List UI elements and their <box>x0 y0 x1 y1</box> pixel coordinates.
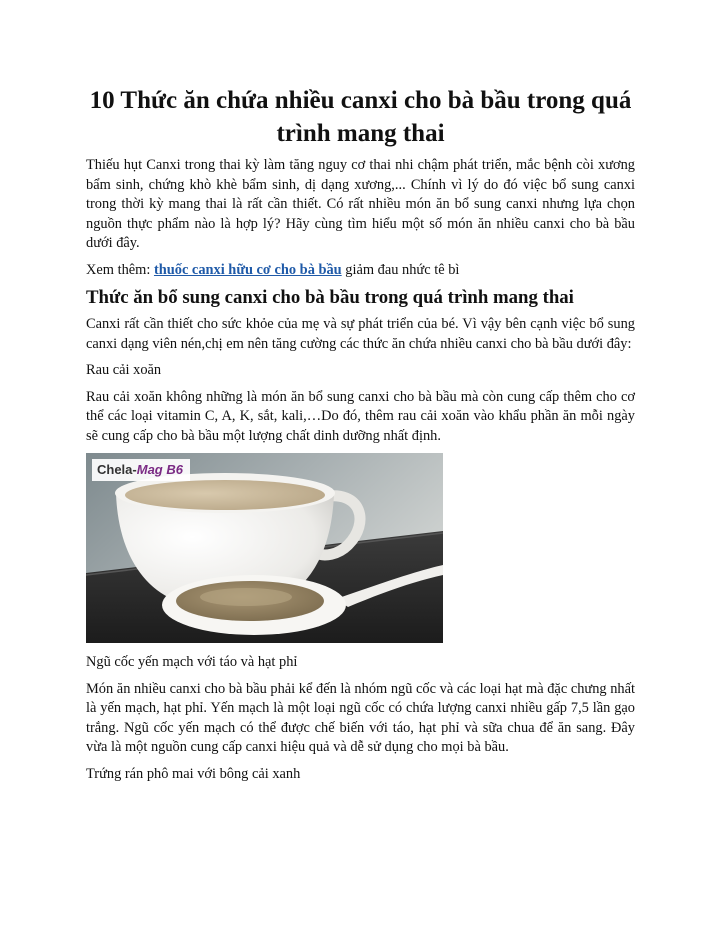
article-photo <box>86 453 443 643</box>
section-heading: Thức ăn bổ sung canxi cho bà bầu trong quá trình mang thai <box>86 287 574 308</box>
section-intro-paragraph: Canxi rất cần thiết cho sức khỏe của mẹ và sự phát triển của bé. Vì vậy bên cạnh việc bổ sung canxi dạng viên nén,chị em nên tăng cường các thức ăn chứa nhiều canxi cho bà bầu dưới đây: <box>86 316 635 352</box>
see-also-link[interactable]: thuốc canxi hữu cơ cho bà bầu <box>153 261 342 278</box>
brand-logo-text-b: Mag B6 <box>136 462 183 477</box>
intro-paragraph: Thiếu hụt Canxi trong thai kỳ làm tăng nguy cơ thai nhi chậm phát triển, mắc bệnh còi xương bẩm sinh, chứng khò khè bẩm sinh, dị dạng xương,... Chính vì lý do đó việc bổ sung canxi trong thời kỳ mang thai là rất cần thiết. Có rất nhiều món ăn bổ sung canxi nhưng lựa chọn nguồn thực phẩm nào là hợp lý? Hãy cùng tìm hiểu một số món ăn nhiều canxi cho bà bầu dưới đây. <box>86 157 635 251</box>
page-title: 10 Thức ăn chứa nhiều canxi cho bà bầu trong quá trình mang thai <box>89 87 632 147</box>
item-body-oats: Món ăn nhiều canxi cho bà bầu phải kể đến là nhóm ngũ cốc và các loại hạt mà đặc chưng nhất là yến mạch, hạt phỉ. Yến mạch là một loại ngũ cốc có chứa lượng canxi nhiều gấp 7,5 lần gạo trắng. Ngũ cốc yến mạch có thể được chế biến với táo, hạt phỉ và sữa chua để ăn sang. Đây vừa là một nguồn cung cấp canxi hiệu quả và dễ sử dụng cho mọi bà bầu. <box>86 680 635 755</box>
item-title-oats: Ngũ cốc yến mạch với táo và hạt phỉ <box>86 654 298 670</box>
see-also-prefix: Xem thêm: <box>86 261 154 278</box>
see-also-suffix: giảm đau nhức tê bì <box>341 261 460 278</box>
brand-logo <box>97 461 183 479</box>
item-body-kale: Rau cải xoăn không những là món ăn bổ sung canxi cho bà bầu mà còn cung cấp thêm cho cơ thể các loại vitamin C, A, K, sắt, kali,…Do đó, thêm rau cải xoăn vào khẩu phần ăn mỗi ngày sẽ cung cấp cho bà bầu một lượng chất dinh dưỡng nhất định. <box>86 388 635 444</box>
item-title-kale: Rau cải xoăn <box>86 362 162 378</box>
brand-logo-text-a: Chela- <box>97 462 137 477</box>
cup-and-spoon-illustration <box>86 453 443 643</box>
see-also-line <box>86 261 635 281</box>
document-page <box>86 84 635 784</box>
item-title-omelette: Trứng rán phô mai với bông cải xanh <box>86 765 301 782</box>
